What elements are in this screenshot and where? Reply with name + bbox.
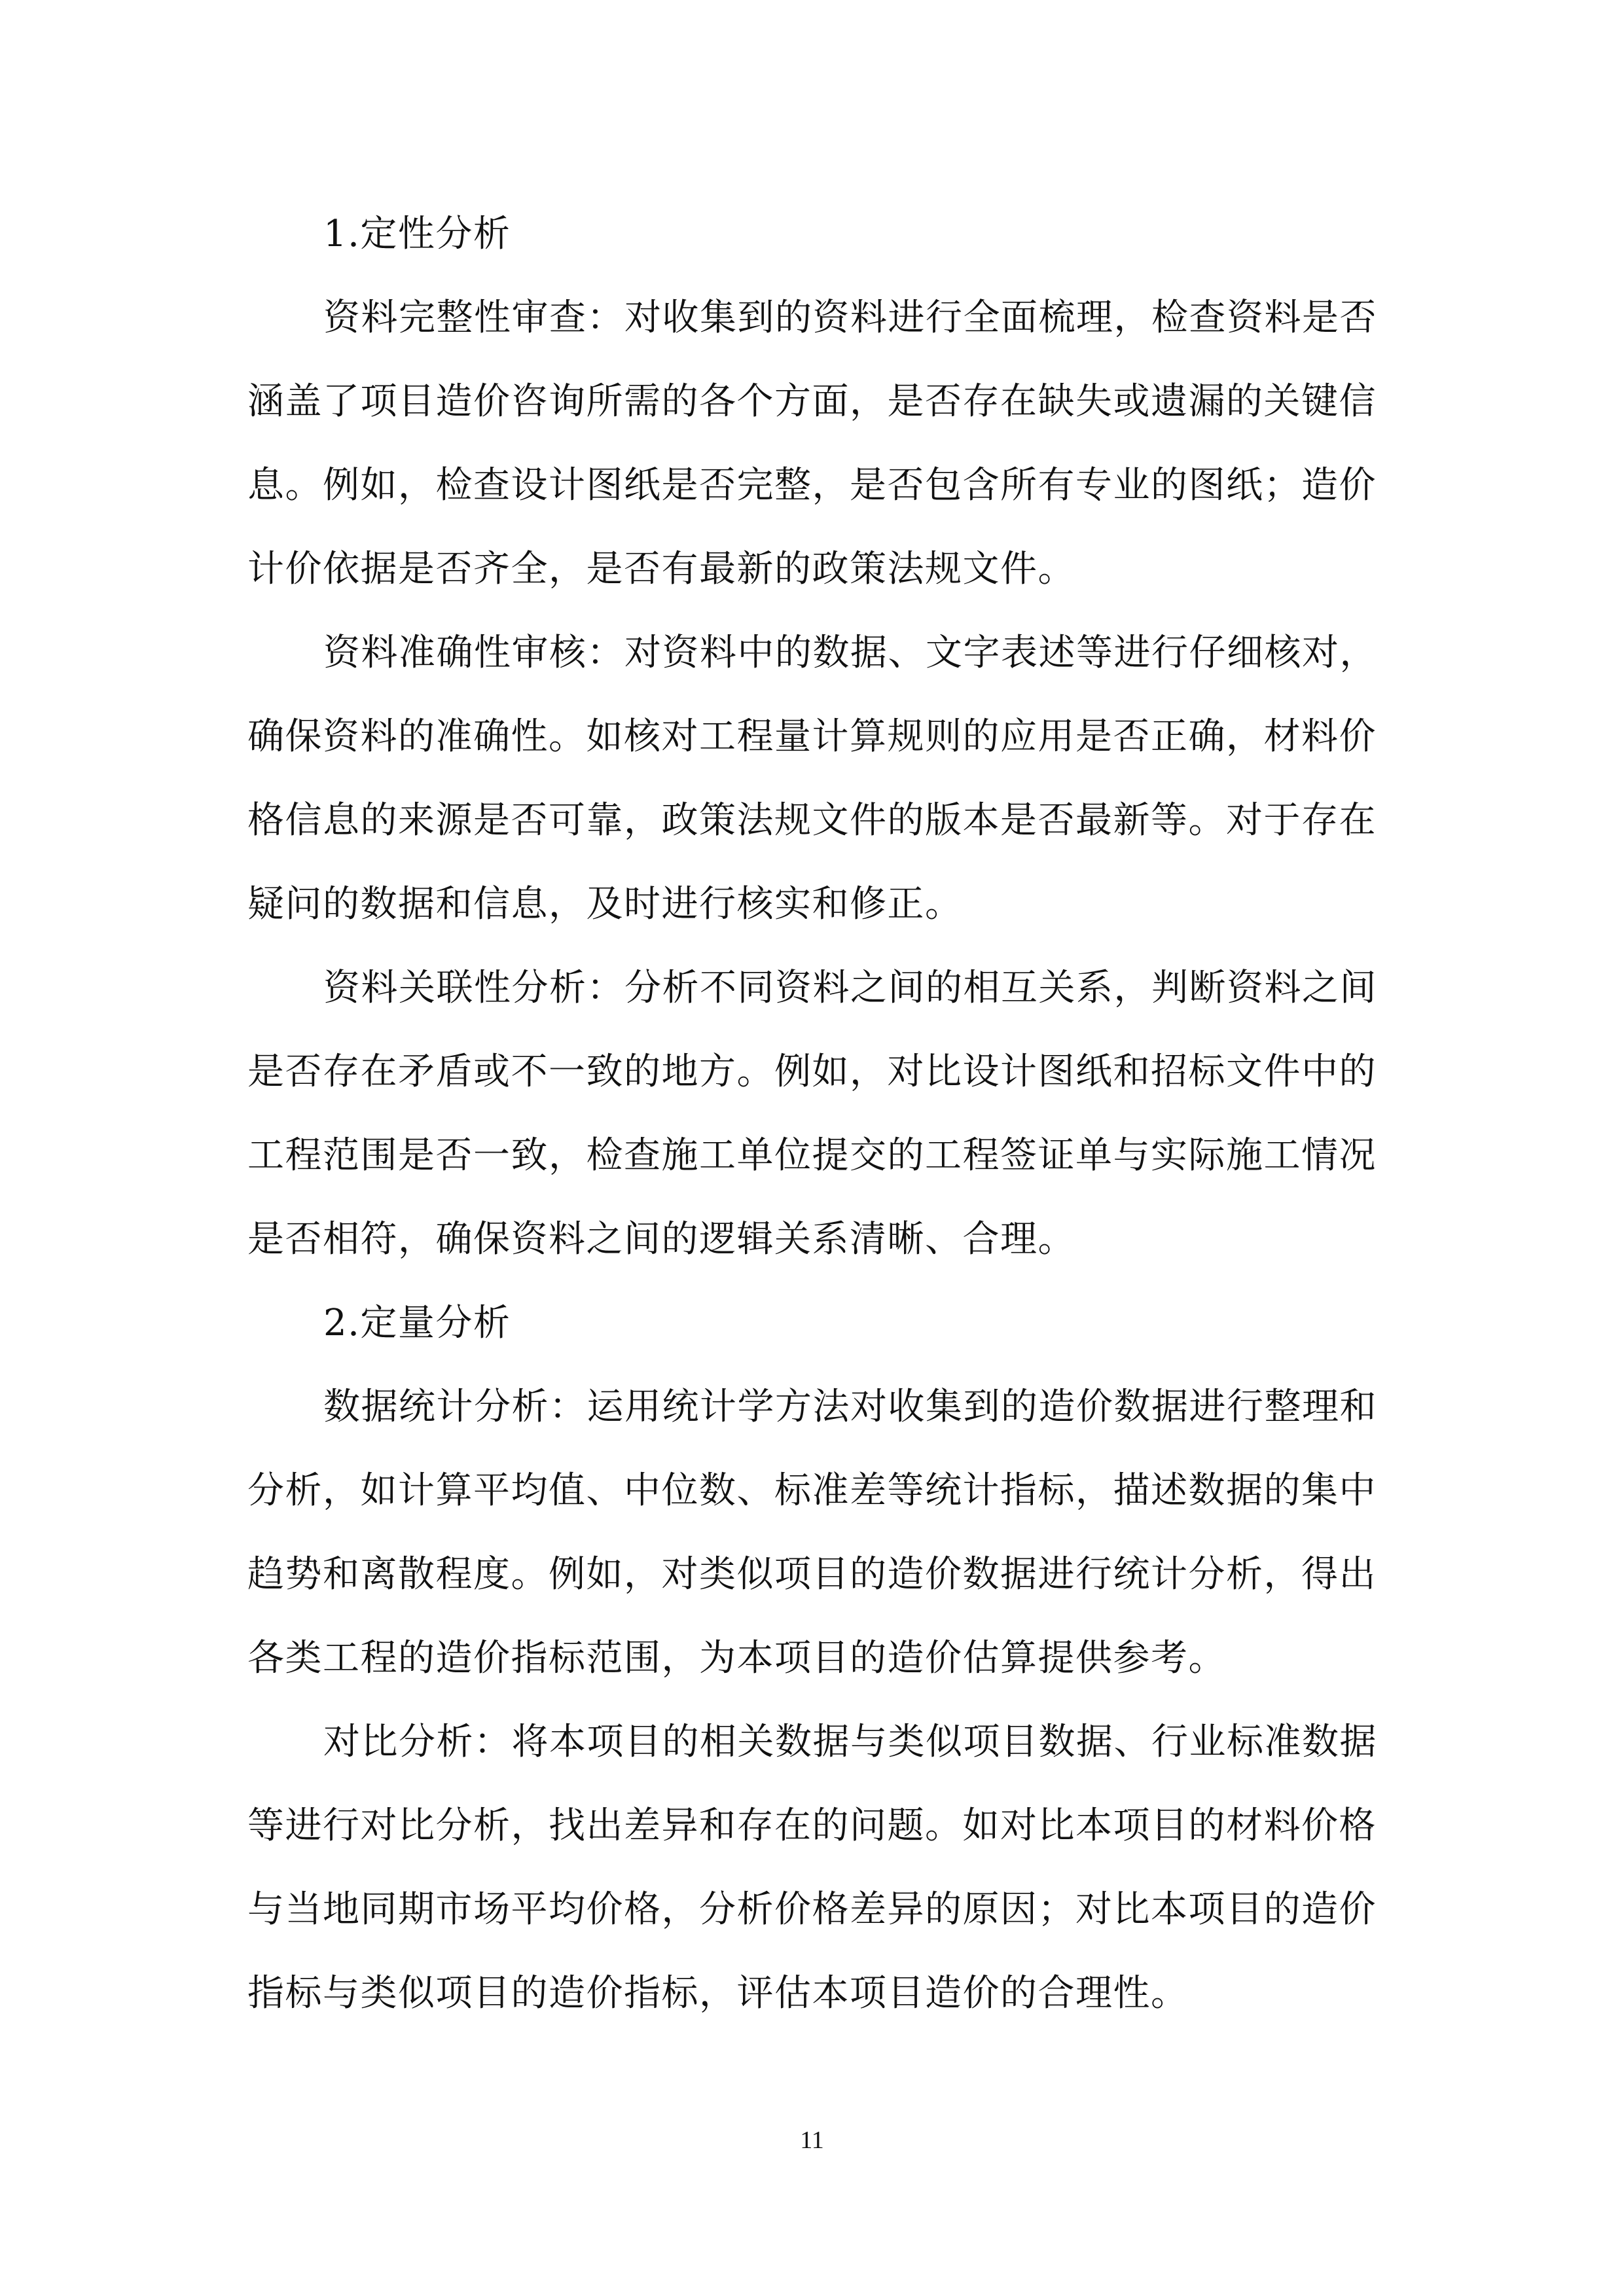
paragraph-line: 是否存在矛盾或不一致的地方。例如，对比设计图纸和招标文件中的 — [247, 1050, 1377, 1093]
section-heading-qualitative: 1.定性分析 — [323, 213, 511, 255]
paragraph-line: 资料准确性审核：对资料中的数据、文字表述等进行仔细核对， — [323, 632, 1377, 674]
paragraph-line: 是否相符，确保资料之间的逻辑关系清晰、合理。 — [247, 1218, 1075, 1261]
page-number: 11 — [800, 2126, 824, 2154]
paragraph-line: 等进行对比分析，找出差异和存在的问题。如对比本项目的材料价格 — [247, 1804, 1377, 1847]
paragraph-line: 工程范围是否一致，检查施工单位提交的工程签证单与实际施工情况 — [247, 1134, 1377, 1177]
paragraph-line: 趋势和离散程度。例如，对类似项目的造价数据进行统计分析，得出 — [247, 1553, 1377, 1596]
paragraph-line: 各类工程的造价指标范围，为本项目的造价估算提供参考。 — [247, 1637, 1226, 1679]
paragraph-line: 计价依据是否齐全，是否有最新的政策法规文件。 — [247, 548, 1075, 590]
paragraph-line: 资料关联性分析：分析不同资料之间的相互关系，判断资料之间 — [323, 967, 1377, 1009]
paragraph-line: 分析，如计算平均值、中位数、标准差等统计指标，描述数据的集中 — [247, 1469, 1377, 1512]
paragraph-line: 资料完整性审查：对收集到的资料进行全面梳理，检查资料是否 — [323, 296, 1377, 339]
paragraph-line: 息。例如，检查设计图纸是否完整，是否包含所有专业的图纸；造价 — [247, 464, 1377, 507]
paragraph-line: 格信息的来源是否可靠，政策法规文件的版本是否最新等。对于存在 — [247, 799, 1377, 842]
paragraph-line: 确保资料的准确性。如核对工程量计算规则的应用是否正确，材料价 — [247, 715, 1377, 758]
paragraph-line: 指标与类似项目的造价指标，评估本项目造价的合理性。 — [247, 1972, 1189, 2015]
paragraph-line: 涵盖了项目造价咨询所需的各个方面，是否存在缺失或遗漏的关键信 — [247, 380, 1377, 423]
paragraph-line: 与当地同期市场平均价格，分析价格差异的原因；对比本项目的造价 — [247, 1888, 1377, 1931]
paragraph-line: 数据统计分析：运用统计学方法对收集到的造价数据进行整理和 — [323, 1386, 1377, 1428]
paragraph-line: 对比分析：将本项目的相关数据与类似项目数据、行业标准数据 — [323, 1721, 1377, 1763]
paragraph-line: 疑问的数据和信息，及时进行核实和修正。 — [247, 883, 963, 925]
section-heading-quantitative: 2.定量分析 — [323, 1302, 511, 1344]
